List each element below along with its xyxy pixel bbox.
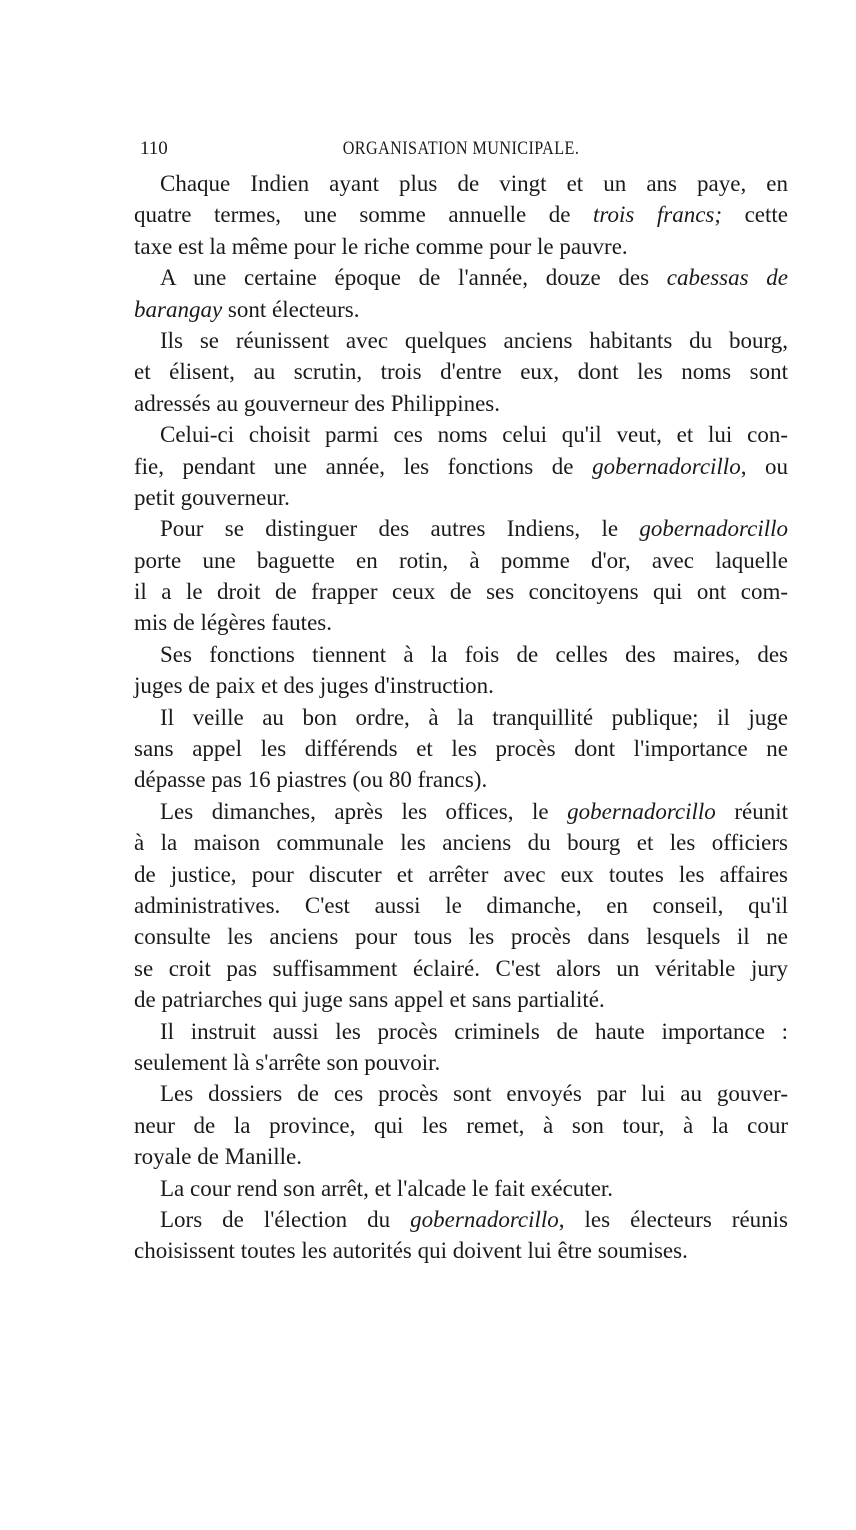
paragraph [134, 1204, 788, 1267]
text-segment: sont électeurs. [222, 296, 360, 322]
text-segment: choisissent toutes les autorités qui doivent lui être soumises. [134, 1238, 688, 1264]
text-segment: taxe est la même pour le riche comme pour le pauvre. [134, 233, 628, 259]
text-line [134, 451, 788, 482]
text-segment: , les électeurs réunis [558, 1206, 788, 1232]
text-line [134, 702, 788, 733]
text-line [134, 1016, 788, 1047]
text-line [134, 1235, 788, 1266]
paragraph [134, 168, 788, 262]
text-line [134, 419, 788, 450]
paragraph [134, 513, 788, 639]
text-line [134, 325, 788, 356]
text-segment: Ils se réunissent avec quelques anciens habitants du bourg, [160, 327, 788, 353]
text-line [134, 262, 788, 293]
italic-term: trois francs; [593, 202, 723, 228]
text-segment: Il veille au bon ordre, à la tranquillité publique; il juge [160, 704, 788, 730]
paragraph [134, 639, 788, 702]
italic-term: gobernadorcillo [639, 516, 788, 542]
paragraph [134, 419, 788, 513]
text-segment: seulement là s'arrête son pouvoir. [134, 1049, 441, 1075]
text-segment: Les dossiers de ces procès sont envoyés par lui au gouver- [160, 1081, 788, 1107]
text-line [134, 356, 788, 387]
text-segment: royale de Manille. [134, 1144, 302, 1170]
text-segment: , ou [740, 453, 788, 479]
text-line [134, 1204, 788, 1235]
text-line [134, 1141, 788, 1172]
paragraph [134, 1078, 788, 1172]
text-segment: fie, pendant une année, les fonctions de [134, 453, 593, 479]
paragraph [134, 262, 788, 325]
text-line [134, 921, 788, 952]
text-segment: porte une baguette en rotin, à pomme d'or, avec laquelle [134, 547, 788, 573]
page-number: 110 [140, 138, 168, 159]
text-segment: quatre termes, une somme annuelle de [134, 202, 594, 228]
text-segment: à la maison communale les anciens du bourg et les officiers [134, 830, 788, 856]
running-title: ORGANISATION MUNICIPALE. [342, 138, 580, 159]
italic-term: gobernadorcillo [567, 798, 716, 824]
text-line [134, 953, 788, 984]
text-line [134, 827, 788, 858]
text-segment: Celui-ci choisit parmi ces noms celui qu'il veut, et lui con- [160, 422, 788, 448]
text-line [134, 388, 788, 419]
text-segment: Chaque Indien ayant plus de vingt et un ans paye, en [160, 171, 788, 196]
text-line [134, 764, 788, 795]
text-line [134, 294, 788, 325]
text-line [134, 859, 788, 890]
text-segment: neur de la province, qui les remet, à son tour, à la cour [134, 1112, 788, 1138]
page-body [134, 168, 788, 1267]
text-segment: réunit [715, 798, 788, 824]
paragraph [134, 702, 788, 796]
text-line [134, 890, 788, 921]
text-line [134, 199, 788, 230]
text-segment: consulte les anciens pour tous les procès dans lesquels il ne [134, 924, 788, 950]
text-segment: dépasse pas 16 piastres (ou 80 francs). [134, 767, 488, 793]
text-segment: de patriarches qui juge sans appel et sans partialité. [134, 987, 605, 1013]
text-line [134, 1173, 788, 1204]
text-line [134, 576, 788, 607]
running-header [134, 138, 788, 164]
italic-term: barangay [134, 296, 223, 322]
paragraph [134, 325, 788, 419]
text-line [134, 1110, 788, 1141]
text-line [134, 513, 788, 544]
text-segment: Lors de l'élection du [160, 1206, 411, 1232]
text-segment: sans appel les différends et les procès dont l'importance ne [134, 736, 788, 762]
text-segment: Ses fonctions tiennent à la fois de celles des maires, des [160, 641, 788, 667]
text-segment: adressés au gouverneur des Philippines. [134, 390, 501, 416]
text-line [134, 168, 788, 199]
text-segment: La cour rend son arrêt, et l'alcade le fait exécuter. [160, 1175, 614, 1201]
italic-term: gobernadorcillo [410, 1206, 559, 1232]
text-line [134, 545, 788, 576]
text-line [134, 482, 788, 513]
text-line [134, 1078, 788, 1109]
text-segment: cette [722, 202, 788, 228]
text-segment: de justice, pour discuter et arrêter avec eux toutes les affaires [134, 861, 788, 887]
italic-term: cabessas de [666, 265, 788, 291]
text-segment: se croit pas suffisamment éclairé. C'est alors un véritable jury [134, 955, 788, 981]
text-line [134, 607, 788, 638]
text-segment: administratives. C'est aussi le dimanche, en conseil, qu'il [134, 892, 788, 918]
text-segment: Pour se distinguer des autres Indiens, le [160, 516, 640, 542]
italic-term: gobernadorcillo [592, 453, 741, 479]
text-line [134, 231, 788, 262]
text-line [134, 796, 788, 827]
text-segment: juges de paix et des juges d'instruction. [134, 673, 494, 699]
paragraph [134, 1016, 788, 1079]
text-line [134, 639, 788, 670]
text-segment: il a le droit de frapper ceux de ses concitoyens qui ont com- [134, 579, 788, 605]
text-segment: Les dimanches, après les offices, le [160, 798, 568, 824]
paragraph [134, 1173, 788, 1204]
text-segment: mis de légères fautes. [134, 610, 332, 636]
text-line [134, 1047, 788, 1078]
text-line [134, 733, 788, 764]
text-segment: petit gouverneur. [134, 484, 290, 510]
paragraph [134, 796, 788, 1016]
text-segment: Il instruit aussi les procès criminels de haute importance : [160, 1018, 788, 1044]
text-segment: et élisent, au scrutin, trois d'entre eux, dont les noms sont [134, 359, 788, 385]
text-line [134, 984, 788, 1015]
text-line [134, 670, 788, 701]
text-segment: A une certaine époque de l'année, douze des [160, 265, 667, 291]
